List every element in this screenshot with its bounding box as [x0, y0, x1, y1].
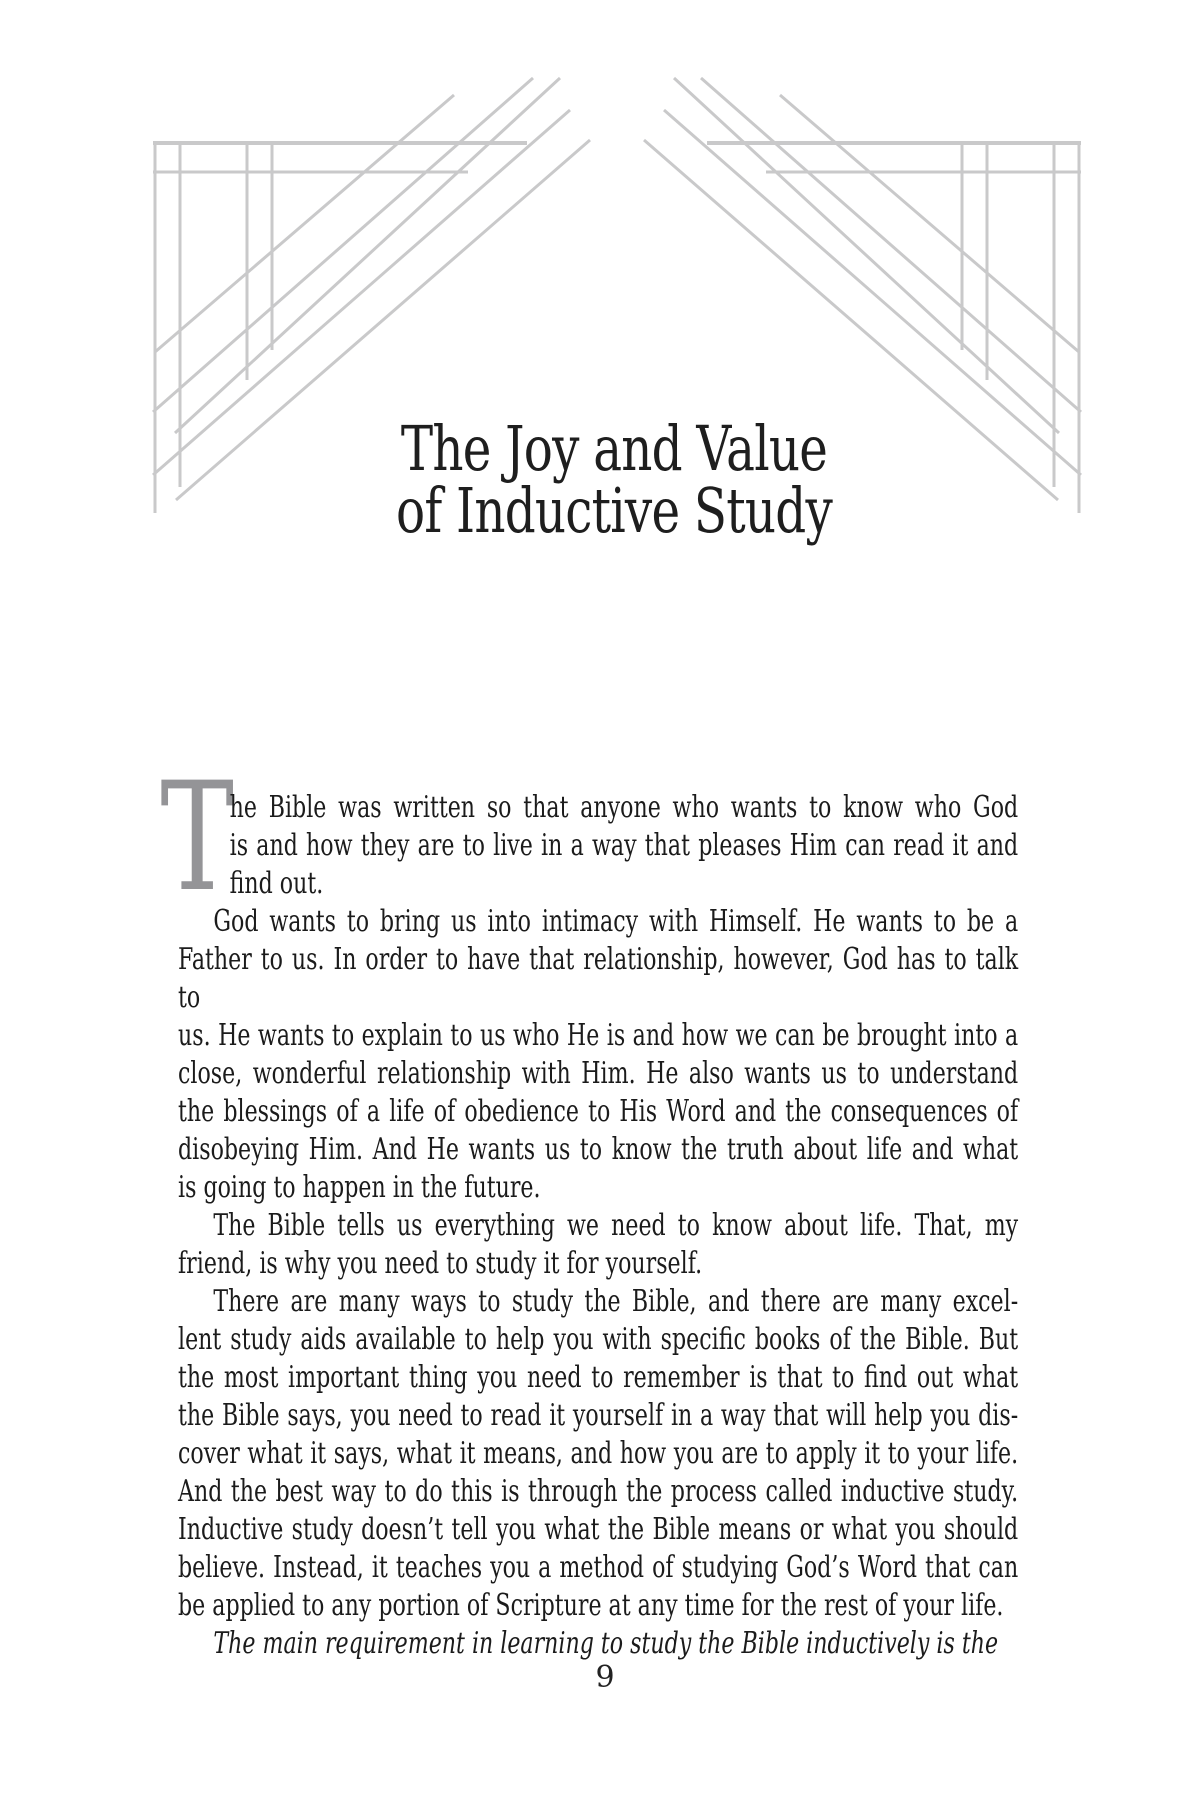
text-line: find out. — [229, 866, 324, 901]
text-line: The Bible tells us everything we need to know about life. That, my — [213, 1208, 1019, 1243]
page-number: 9 — [595, 1660, 615, 1695]
text-line: God wants to bring us into intimacy with Himself. He wants to be a — [213, 904, 1019, 939]
body-text — [160, 751, 1019, 1663]
text-line: Father to us. In order to have that relationship, however, God has to talk to — [178, 942, 1019, 1015]
text-line: be applied to any portion of Scripture at any time for the rest of your life. — [178, 1588, 1004, 1623]
text-line: is going to happen in the future. — [178, 1170, 541, 1205]
text-line: lent study aids available to help you with specific books of the Bible. But — [178, 1322, 1019, 1357]
text-line: the blessings of a life of obedience to His Word and the consequences of — [178, 1094, 1019, 1129]
paragraph — [178, 1283, 1018, 1625]
text-line: The main requirement in learning to study the Bible inductively is the — [213, 1626, 999, 1661]
text-line: friend, is why you need to study it for yourself. — [178, 1246, 703, 1281]
text-line: the most important thing you need to remember is that to find out what — [178, 1360, 1019, 1395]
paragraph — [178, 1625, 1018, 1663]
paragraph — [178, 903, 1018, 1207]
text-line: disobeying Him. And He wants us to know the truth about life and what — [178, 1132, 1019, 1167]
chapter-title-line-2: of Inductive Study — [396, 474, 832, 547]
text-line: And the best way to do this is through the process called inductive study. — [178, 1474, 1019, 1509]
text-line: is and how they are to live in a way that pleases Him can read it and — [229, 828, 1019, 863]
chapter-title-line-1: The Joy and Value — [400, 412, 828, 485]
text-line: us. He wants to explain to us who He is and how we can be brought into a — [178, 1018, 1019, 1053]
text-line: he Bible was written so that anyone who wants to know who God — [229, 790, 1019, 825]
text-line: the Bible says, you need to read it yourself in a way that will help you dis- — [178, 1398, 1019, 1433]
text-line: Inductive study doesn’t tell you what the Bible means or what you should — [178, 1512, 1019, 1547]
text-line: close, wonderful relationship with Him. He also wants us to understand — [178, 1056, 1019, 1091]
text-line: cover what it says, what it means, and how you are to apply it to your life. — [178, 1436, 1019, 1471]
drop-cap-letter: T — [160, 751, 235, 925]
text-line: believe. Instead, it teaches you a method of studying God’s Word that can — [178, 1550, 1019, 1585]
chapter-title — [0, 412, 1200, 547]
text-line: There are many ways to study the Bible, and there are many excel- — [213, 1284, 1019, 1319]
paragraph — [178, 1207, 1018, 1283]
